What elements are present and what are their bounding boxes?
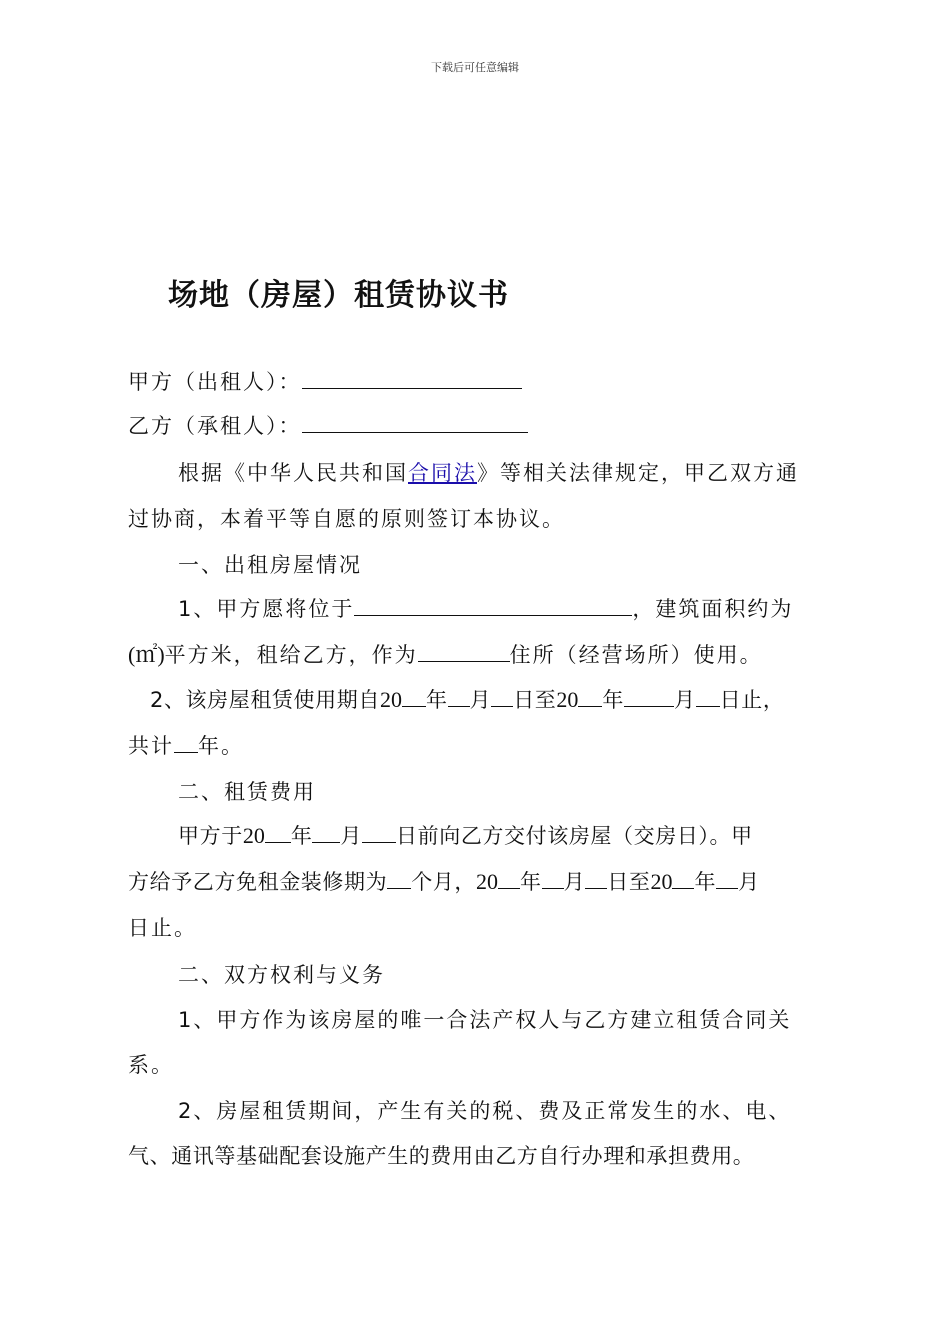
free-end-year-prefix: 20	[650, 869, 673, 894]
end-year-unit: 年	[602, 688, 625, 712]
start-month-unit: 月	[469, 688, 492, 712]
end-day-suffix: 日止，	[719, 688, 785, 712]
free-rent-label: 方给予乙方免租金装修期为	[128, 870, 388, 894]
document-title: 场地（房屋）租赁协议书	[168, 278, 509, 313]
delivery-month-unit: 月	[340, 824, 363, 848]
item1-location-label: 1、甲方愿将位于	[178, 597, 355, 621]
party-b-line	[128, 410, 528, 440]
location-blank[interactable]	[354, 594, 632, 616]
start-month-blank[interactable]	[448, 685, 470, 707]
free-rent-months-blank[interactable]	[387, 867, 411, 889]
end-month-blank[interactable]	[624, 685, 674, 707]
free-end-year-unit: 年	[694, 870, 717, 894]
free-end-year-blank[interactable]	[672, 867, 694, 889]
start-year-prefix: 20	[379, 687, 402, 712]
free-start-month-blank[interactable]	[542, 867, 564, 889]
section3-heading: 二、双方权利与义务	[178, 963, 385, 987]
section3-item2-line2: 气、通讯等基础配套设施产生的费用由乙方自行办理和承担费用。	[128, 1144, 755, 1168]
section1-item2-line1	[150, 684, 784, 714]
free-rent-months-unit: 个月，	[411, 870, 477, 894]
section3-item1-line2: 系。	[128, 1053, 174, 1077]
party-a-label: 甲方（出租人）：	[128, 370, 302, 394]
total-years-unit: 年。	[198, 734, 244, 758]
party-b-blank[interactable]	[302, 411, 528, 433]
page-header-note: 下载后可任意编辑	[431, 61, 519, 74]
free-start-day-unit: 日	[607, 870, 629, 894]
intro-line-1	[178, 457, 799, 487]
section1-item1-line1	[178, 593, 793, 623]
section1-heading: 一、出租房屋情况	[178, 553, 362, 577]
delivery-year-unit: 年	[290, 824, 313, 848]
end-month-unit: 月	[674, 688, 696, 712]
delivery-day-blank[interactable]	[362, 821, 396, 843]
section2-heading: 二、租赁费用	[178, 780, 316, 804]
section1-item2-line2	[128, 730, 244, 760]
period-to: 至	[534, 688, 557, 712]
delivery-year-blank[interactable]	[265, 821, 291, 843]
intro-prefix: 根据《中华人民共和国	[178, 461, 408, 485]
delivery-year-prefix: 20	[242, 823, 265, 848]
delivery-label: 甲方于	[178, 824, 243, 848]
start-year-unit: 年	[425, 688, 448, 712]
item2-period-label: 2、该房屋租赁使用期自	[150, 688, 380, 712]
party-b-label: 乙方（承租人）：	[128, 414, 302, 438]
delivery-month-blank[interactable]	[312, 821, 340, 843]
section3-item1-line1: 1、甲方作为该房屋的唯一合法产权人与乙方建立租赁合同关	[178, 1008, 792, 1032]
free-start-year-prefix: 20	[476, 869, 499, 894]
section2-line1	[178, 820, 753, 850]
section2-line3: 日止。	[128, 916, 197, 940]
item1-area-label: ，建筑面积约为	[632, 597, 794, 621]
item1-use-label: 平方米，租给乙方，作为	[164, 643, 418, 667]
free-start-year-blank[interactable]	[498, 867, 520, 889]
area-unit: (㎡)	[128, 642, 165, 667]
free-start-day-blank[interactable]	[585, 867, 607, 889]
item1-use-suffix: 住所（经营场所）使用。	[509, 643, 763, 667]
intro-suffix: 》等相关法律规定，甲乙双方通	[477, 461, 799, 485]
free-start-year-unit: 年	[520, 870, 542, 894]
delivery-suffix: 日前向乙方交付该房屋（交房日）。甲	[396, 824, 753, 848]
intro-line-2: 过协商，本着平等自愿的原则签订本协议。	[128, 507, 565, 531]
start-day-unit: 日	[513, 688, 535, 712]
free-to: 至	[628, 870, 651, 894]
section3-item2-line1: 2、房屋租赁期间，产生有关的税、费及正常发生的水、电、	[178, 1099, 792, 1123]
use-blank[interactable]	[418, 640, 510, 662]
section1-item1-line2	[128, 638, 763, 669]
end-day-blank[interactable]	[696, 685, 720, 707]
free-start-month-unit: 月	[563, 870, 586, 894]
total-label: 共计	[128, 734, 174, 758]
start-year-blank[interactable]	[402, 685, 426, 707]
party-a-line	[128, 366, 522, 396]
contract-law-link[interactable]: 合同法	[408, 461, 477, 485]
free-end-month-blank[interactable]	[716, 867, 738, 889]
total-years-blank[interactable]	[174, 731, 198, 753]
end-year-blank[interactable]	[578, 685, 602, 707]
section2-line2	[128, 866, 760, 896]
free-end-month-unit: 月	[738, 870, 760, 894]
party-a-blank[interactable]	[302, 367, 522, 389]
start-day-blank[interactable]	[491, 685, 513, 707]
end-year-prefix: 20	[556, 687, 579, 712]
